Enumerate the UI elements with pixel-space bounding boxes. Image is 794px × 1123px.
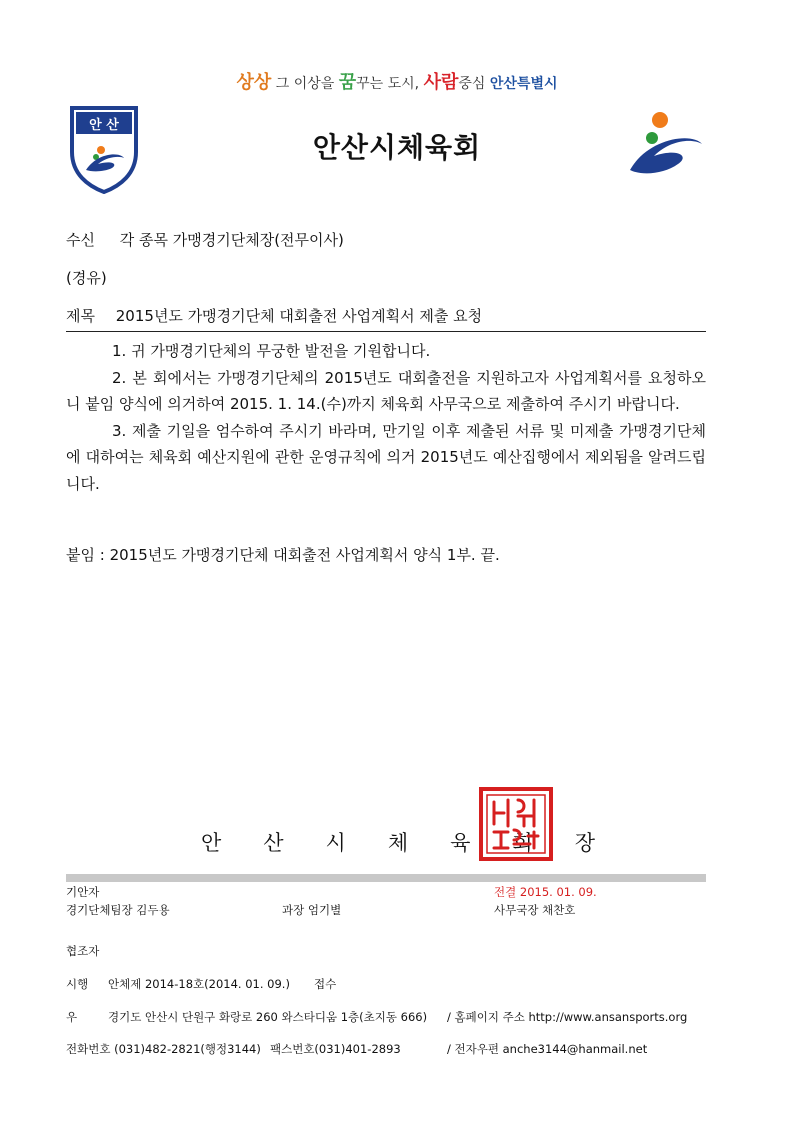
slogan-part3-small: 중심 [458,76,486,92]
recipient-value: 각 종목 가맹경기단체장(전무이사) [119,231,344,249]
city-slogan [0,68,794,94]
enforce-value: 안체제 2014-18호(2014. 01. 09.) [108,977,290,991]
reviewer-name: 과장 엄기별 [282,903,342,917]
slogan-part2-small: 꾸는 도시, [356,76,420,92]
sender-signature: 안산시체육회장 [200,831,637,855]
receipt-label: 접수 [314,977,337,991]
approval-note: 전결 2015. 01. 09. [494,885,597,899]
recipient-label: 수신 [66,231,95,249]
body-paragraph-3: 3. 제출 기일을 엄수하여 주시기 바라며, 만기일 이후 제출된 서류 및 미제출 가맹경기단체에 대하여는 체육회 예산지원에 관한 운영규칙에 의거 2015년도 예산집행에서 제외됨을 알려드립니다. [66,421,706,493]
drafter-label: 기안자 [66,885,100,899]
slogan-part2: 꿈 [338,72,357,93]
body-paragraph-2: 2. 본 회에서는 가맹경기단체의 2015년도 대회출전을 지원하고자 사업계획서를 요청하오니 붙임 양식에 의거하여 2015. 1. 14.(수)까지 체육회 사무국으로 제출하여 주시기 바랍니다. [66,368,706,413]
phone: 전화번호 (031)482-2821(행정3144) [66,1042,261,1056]
attachment-line: 붙임 : 2015년도 가맹경기단체 대회출전 사업계획서 양식 1부. 끝. [66,546,500,564]
org-title: 안산시체육회 [312,131,482,164]
cooperator-label: 협조자 [66,944,100,958]
homepage: / 홈페이지 주소 http://www.ansansports.org [447,1010,688,1024]
fax: 팩스번호(031)401-2893 [270,1042,401,1056]
address-value: 경기도 안산시 단원구 화랑로 260 와스타디움 1층(초지동 666) [108,1010,428,1024]
city-logo-icon [626,108,706,180]
body-paragraph-1: 1. 귀 가맹경기단체의 무궁한 발전을 기원합니다. [112,342,431,360]
drafter-name: 경기단체팀장 김두용 [66,903,170,917]
slogan-city-name: 안산특별시 [489,76,558,92]
slogan-part1-small: 그 이상을 [275,76,335,92]
official-seal-icon [478,786,554,862]
recipient-row [66,229,344,250]
subject-label: 제목 [66,307,95,325]
slogan-part1: 상상 [236,72,272,93]
subject-row [66,305,482,326]
slogan-part3: 사람 [423,72,459,93]
enforce-label: 시행 [66,977,89,991]
subject-value: 2015년도 가맹경기단체 대회출전 사업계획서 제출 요청 [115,307,483,325]
approver-name: 사무국장 채찬호 [494,903,576,917]
footer-divider-bar [66,874,706,882]
header-divider [66,331,706,332]
address-label: 우 [66,1010,78,1024]
document-body [66,338,706,497]
email: / 전자우편 anche3144@hanmail.net [447,1042,648,1056]
emblem-left-text: 안 산 [89,118,119,133]
via-label: (경유) [66,269,107,287]
